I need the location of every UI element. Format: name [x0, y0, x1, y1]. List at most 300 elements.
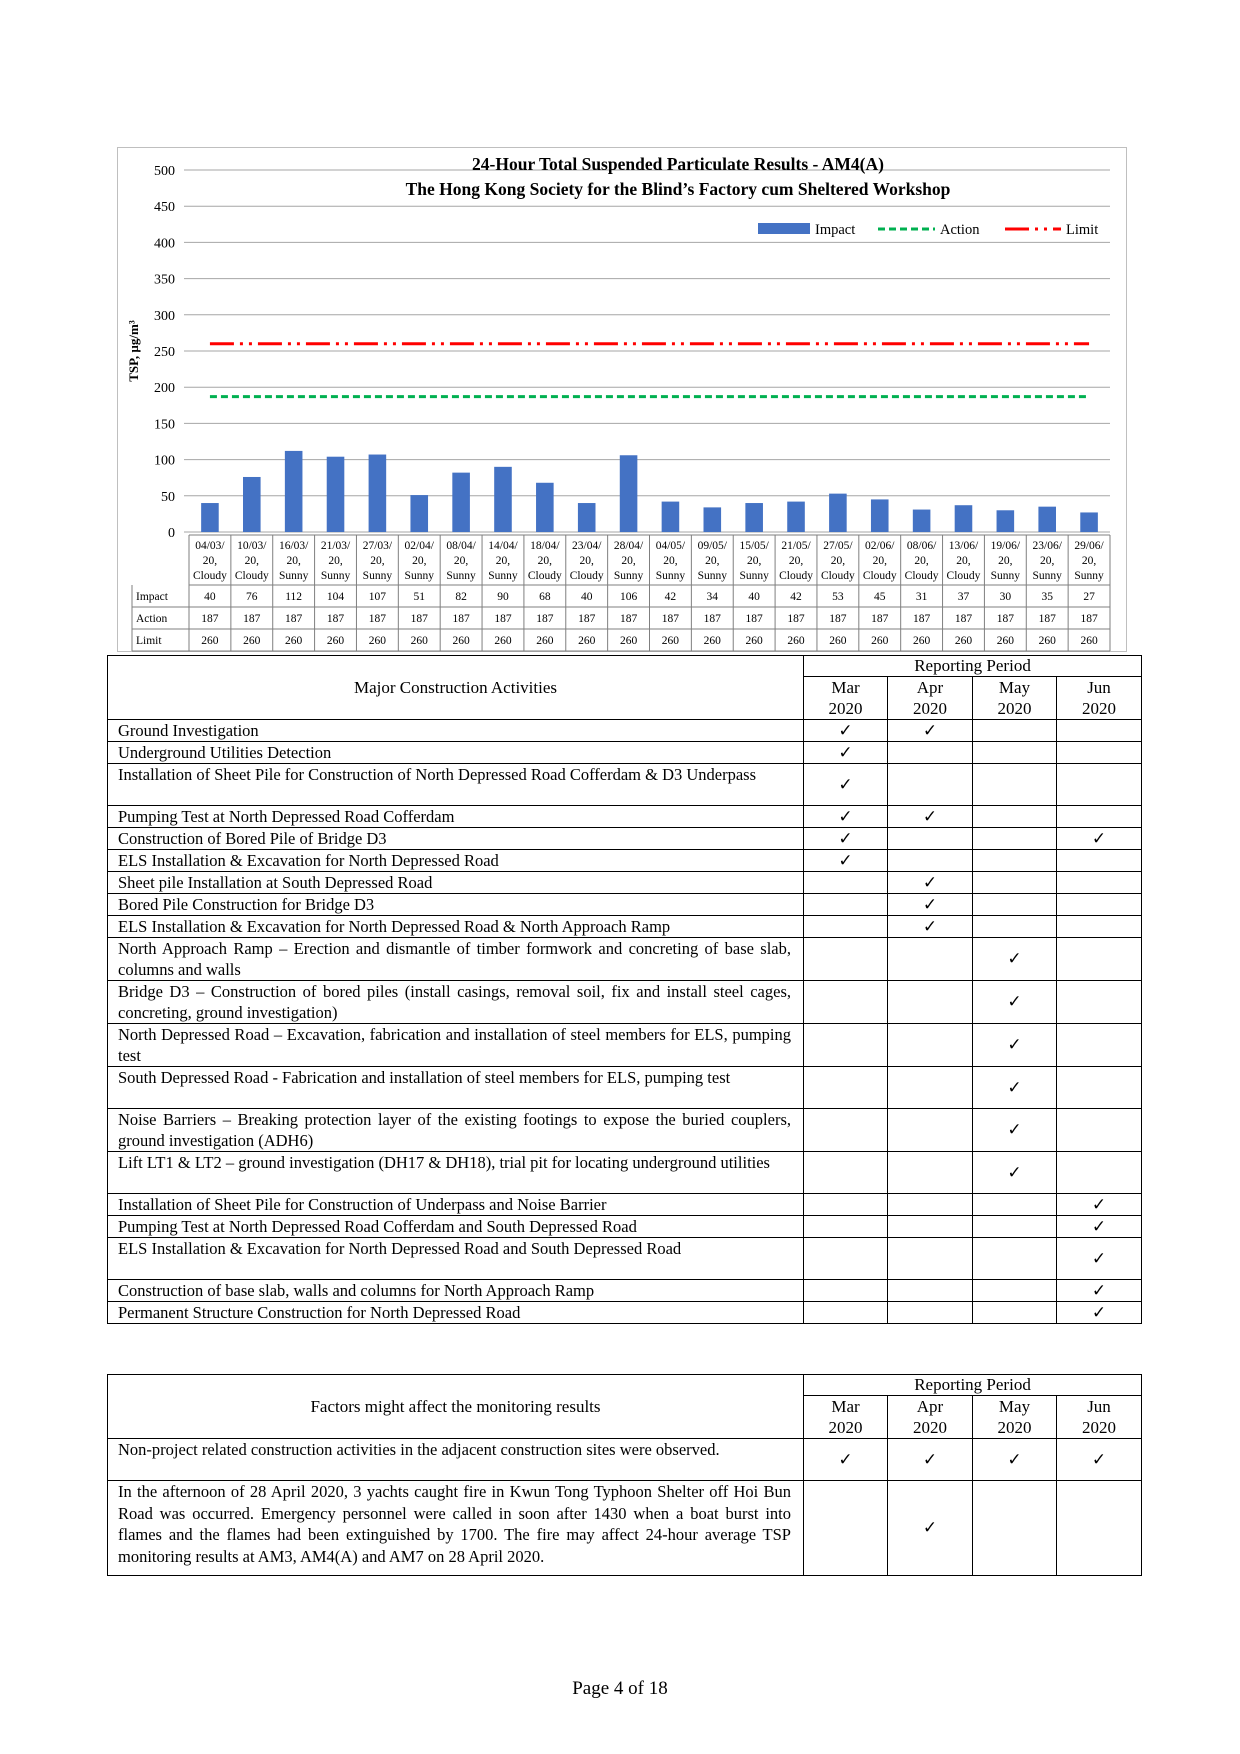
data-label: 260 [578, 635, 596, 647]
data-label: 76 [246, 591, 258, 603]
month-label: Mar [831, 678, 860, 697]
x-tick-label: 20, [579, 555, 594, 567]
impact-bar [997, 510, 1015, 532]
x-tick-label: Cloudy [946, 570, 981, 582]
activity-row-text: Lift LT1 & LT2 – ground investigation (DH17 & DH18), trial pit for locating underground utilities [108, 1152, 804, 1194]
y-tick-label: 250 [154, 345, 175, 360]
reporting-period-header: Reporting Period [804, 656, 1142, 677]
empty-cell [973, 1238, 1057, 1280]
month-label: Jun [1087, 1397, 1111, 1416]
x-tick-label: 20, [412, 555, 427, 567]
x-tick-label: Sunny [362, 570, 393, 582]
x-tick-label: Sunny [320, 570, 351, 582]
x-tick-label: Sunny [990, 570, 1021, 582]
data-label: 30 [999, 591, 1012, 603]
empty-cell [1057, 1152, 1142, 1194]
activity-row-text: ELS Installation & Excavation for North Depressed Road and South Depressed Road [108, 1238, 804, 1280]
y-tick-label: 450 [154, 200, 175, 216]
empty-cell [804, 1152, 888, 1194]
month-label: May [998, 678, 1031, 697]
empty-cell [1057, 764, 1142, 806]
data-label: 37 [957, 591, 970, 603]
activity-row-text: Ground Investigation [108, 720, 804, 742]
x-tick-label: 27/03/ [362, 540, 393, 552]
activity-row [108, 1216, 1142, 1238]
activity-row [108, 1238, 1142, 1280]
empty-cell [804, 1194, 888, 1216]
empty-cell [888, 1216, 973, 1238]
activity-row-text: Bridge D3 – Construction of bored piles (install casings, removal soil, fix and install steel cages, concreting, ground investigation) [108, 981, 804, 1024]
x-tick-label: 20, [453, 555, 469, 567]
empty-cell [804, 916, 888, 938]
month-label: Apr [916, 678, 944, 697]
empty-cell [1057, 916, 1142, 938]
month-header [804, 677, 888, 720]
data-label: 51 [413, 591, 425, 603]
empty-cell [1057, 872, 1142, 894]
month-header [1057, 1396, 1142, 1439]
check-mark-icon: ✓ [804, 1439, 888, 1481]
legend-impact-label: Impact [815, 222, 856, 238]
impact-bar [201, 503, 219, 532]
x-tick-label: Cloudy [234, 570, 269, 582]
data-label: 187 [243, 613, 261, 625]
month-header [973, 1396, 1057, 1439]
data-label: 187 [1080, 613, 1098, 625]
activity-row-text: Bored Pile Construction for Bridge D3 [108, 894, 804, 916]
month-header [973, 677, 1057, 720]
activity-row [108, 764, 1142, 806]
empty-cell [888, 1067, 973, 1109]
check-mark-icon: ✓ [888, 720, 973, 742]
impact-bar [1038, 507, 1056, 532]
activity-row-text: Underground Utilities Detection [108, 742, 804, 764]
data-label: 187 [619, 613, 638, 625]
x-tick-label: 20, [370, 555, 385, 567]
activity-row [108, 981, 1142, 1024]
check-mark-icon: ✓ [1057, 1194, 1142, 1216]
data-label: 260 [536, 635, 554, 647]
page-number: Page 4 of 18 [572, 1678, 668, 1699]
impact-bar [410, 495, 428, 532]
chart-title: 24-Hour Total Suspended Particulate Results - AM4(A) [472, 154, 884, 174]
data-label: 40 [580, 591, 593, 603]
data-label: 42 [664, 591, 677, 603]
impact-bar [536, 483, 554, 532]
impact-bar [704, 507, 722, 532]
data-label: 260 [661, 635, 680, 647]
impact-bar [787, 502, 805, 532]
month-label: Jun [1087, 678, 1111, 697]
x-tick-label: 04/05/ [655, 540, 686, 552]
empty-cell [888, 742, 973, 764]
empty-cell [1057, 1481, 1142, 1576]
activity-row-text: Installation of Sheet Pile for Construction of North Depressed Road Cofferdam & D3 Underpass [108, 764, 804, 806]
check-mark-icon: ✓ [1057, 828, 1142, 850]
empty-cell [888, 981, 973, 1024]
y-tick-label: 400 [154, 236, 175, 252]
activity-row [108, 850, 1142, 872]
x-tick-label: Sunny [404, 570, 434, 582]
construction-activities-table [107, 655, 1142, 1324]
x-tick-label: 10/03/ [237, 540, 267, 552]
impact-bar [327, 457, 345, 532]
activity-row-text: North Approach Ramp – Erection and dismantle of timber formwork and concreting of base slab, columns and walls [108, 938, 804, 981]
data-label: 187 [201, 613, 219, 625]
x-tick-label: Sunny [655, 570, 686, 582]
x-tick-label: 20, [244, 555, 259, 567]
check-mark-icon: ✓ [888, 1439, 973, 1481]
empty-cell [1057, 720, 1142, 742]
month-header [804, 1396, 888, 1439]
empty-cell [804, 1481, 888, 1576]
empty-cell [888, 938, 973, 981]
x-tick-label: 20, [998, 555, 1013, 567]
x-tick-label: 28/04/ [613, 540, 644, 552]
empty-cell [1057, 938, 1142, 981]
x-tick-label: 20, [705, 555, 720, 567]
data-label: 35 [1041, 591, 1053, 603]
data-label: 187 [1038, 613, 1056, 625]
data-label: 107 [368, 591, 387, 603]
table-header-title: Factors might affect the monitoring results [108, 1375, 804, 1439]
x-tick-label: Cloudy [820, 570, 855, 582]
table-row-label-limit: Limit [136, 635, 162, 647]
check-mark-icon: ✓ [888, 894, 973, 916]
year-label: 2020 [828, 699, 863, 718]
empty-cell [888, 1194, 973, 1216]
activity-row [108, 894, 1142, 916]
x-tick-label: Sunny [1032, 570, 1062, 582]
x-tick-label: 20, [788, 555, 804, 567]
activity-row [108, 806, 1142, 828]
data-label: 104 [326, 591, 345, 603]
data-label: 187 [996, 613, 1014, 625]
data-label: 260 [996, 635, 1014, 647]
factor-row-text: Non-project related construction activities in the adjacent construction sites were observed. [108, 1439, 804, 1481]
data-label: 40 [748, 591, 760, 603]
empty-cell [804, 1280, 888, 1302]
activity-row [108, 1152, 1142, 1194]
empty-cell [973, 1216, 1057, 1238]
legend-impact-swatch [758, 223, 810, 234]
data-label: 260 [326, 635, 345, 647]
activity-row-text: Noise Barriers – Breaking protection layer of the existing footings to expose the buried couplers, ground investigation (ADH6) [108, 1109, 804, 1152]
month-header [888, 677, 973, 720]
x-tick-label: 09/05/ [697, 540, 727, 552]
empty-cell [888, 1109, 973, 1152]
year-label: 2020 [913, 1418, 947, 1437]
empty-cell [1057, 806, 1142, 828]
data-label: 187 [494, 613, 512, 625]
x-tick-label: Cloudy [904, 570, 939, 582]
empty-cell [1057, 1067, 1142, 1109]
data-label: 260 [787, 635, 805, 647]
data-label: 260 [494, 635, 512, 647]
impact-bar [1080, 512, 1098, 532]
tsp-chart [117, 147, 1127, 652]
x-tick-label: 20, [830, 555, 846, 567]
data-label: 260 [871, 635, 889, 647]
check-mark-icon: ✓ [1057, 1280, 1142, 1302]
data-label: 260 [410, 635, 428, 647]
month-label: May [998, 1397, 1031, 1416]
x-tick-label: Cloudy [192, 570, 227, 582]
empty-cell [888, 1238, 973, 1280]
activity-row-text: Sheet pile Installation at South Depressed Road [108, 872, 804, 894]
check-mark-icon: ✓ [1057, 1238, 1142, 1280]
empty-cell [804, 1024, 888, 1067]
empty-cell [973, 742, 1057, 764]
month-label: Apr [916, 1397, 944, 1416]
check-mark-icon: ✓ [973, 1439, 1057, 1481]
impact-bar [955, 505, 973, 532]
empty-cell [973, 806, 1057, 828]
data-label: 260 [703, 635, 721, 647]
empty-cell [973, 764, 1057, 806]
activity-row [108, 1067, 1142, 1109]
activity-row [108, 1109, 1142, 1152]
check-mark-icon: ✓ [804, 720, 888, 742]
y-tick-label: 50 [161, 489, 175, 505]
empty-cell [973, 1302, 1057, 1324]
year-label: 2020 [1082, 699, 1116, 718]
data-label: 34 [706, 591, 719, 603]
activity-row [108, 1302, 1142, 1324]
check-mark-icon: ✓ [888, 806, 973, 828]
data-label: 187 [745, 613, 763, 625]
check-mark-icon: ✓ [888, 916, 973, 938]
check-mark-icon: ✓ [1057, 1439, 1142, 1481]
y-tick-label: 300 [154, 308, 175, 324]
data-label: 187 [368, 613, 387, 625]
data-label: 45 [874, 591, 886, 603]
month-header [888, 1396, 973, 1439]
data-label: 31 [915, 591, 928, 603]
check-mark-icon: ✓ [973, 1152, 1057, 1194]
activity-row [108, 720, 1142, 742]
data-label: 27 [1083, 591, 1095, 603]
x-tick-label: 04/03/ [195, 540, 225, 552]
y-tick-label: 100 [154, 453, 175, 469]
factor-row [108, 1481, 1142, 1576]
x-tick-label: 20, [746, 555, 762, 567]
check-mark-icon: ✓ [804, 806, 888, 828]
empty-cell [888, 1152, 973, 1194]
empty-cell [973, 916, 1057, 938]
x-tick-label: Sunny [488, 570, 518, 582]
impact-bar [620, 455, 638, 532]
data-label: 260 [912, 635, 931, 647]
empty-cell [1057, 1024, 1142, 1067]
x-tick-label: Cloudy [779, 570, 813, 582]
y-tick-label: 500 [154, 164, 175, 179]
impact-bar [829, 494, 847, 532]
data-label: 187 [871, 613, 889, 625]
legend-action-label: Action [940, 222, 980, 238]
impact-bar [745, 503, 763, 532]
empty-cell [804, 938, 888, 981]
empty-cell [888, 1024, 973, 1067]
empty-cell [804, 1238, 888, 1280]
x-tick-label: 20, [328, 555, 343, 567]
data-label: 187 [326, 613, 345, 625]
check-mark-icon: ✓ [888, 1481, 973, 1576]
y-tick-label: 350 [154, 272, 175, 288]
check-mark-icon: ✓ [804, 850, 888, 872]
x-tick-label: 08/06/ [906, 540, 937, 552]
impact-bar [578, 503, 596, 532]
empty-cell [973, 720, 1057, 742]
data-label: 260 [452, 635, 470, 647]
x-tick-label: Cloudy [527, 570, 562, 582]
x-tick-label: 08/04/ [446, 540, 476, 552]
empty-cell [888, 850, 973, 872]
empty-cell [973, 828, 1057, 850]
activity-row-text: Pumping Test at North Depressed Road Cofferdam [108, 806, 804, 828]
data-label: 42 [790, 591, 802, 603]
data-label: 106 [619, 591, 638, 603]
empty-cell [804, 1109, 888, 1152]
data-label: 187 [703, 613, 721, 625]
data-label: 260 [201, 635, 219, 647]
data-label: 187 [954, 613, 973, 625]
empty-cell [804, 872, 888, 894]
data-label: 260 [829, 635, 847, 647]
empty-cell [888, 764, 973, 806]
data-label: 260 [243, 635, 261, 647]
activity-row [108, 1194, 1142, 1216]
table-row-label-impact: Impact [136, 591, 168, 603]
empty-cell [973, 850, 1057, 872]
impact-bar [369, 455, 387, 532]
check-mark-icon: ✓ [804, 742, 888, 764]
check-mark-icon: ✓ [973, 1109, 1057, 1152]
check-mark-icon: ✓ [804, 828, 888, 850]
x-tick-label: 19/06/ [990, 540, 1021, 552]
data-label: 187 [661, 613, 680, 625]
x-tick-label: Sunny [697, 570, 727, 582]
activity-row-text: North Depressed Road – Excavation, fabrication and installation of steel members for ELS, pumping test [108, 1024, 804, 1067]
activity-row [108, 742, 1142, 764]
data-label: 260 [619, 635, 638, 647]
chart-subtitle: The Hong Kong Society for the Blind’s Factory cum Sheltered Workshop [405, 179, 951, 199]
activity-row-text: Pumping Test at North Depressed Road Cofferdam and South Depressed Road [108, 1216, 804, 1238]
impact-bar [871, 499, 889, 532]
activity-row-text: South Depressed Road - Fabrication and installation of steel members for ELS, pumping test [108, 1067, 804, 1109]
activity-row-text: ELS Installation & Excavation for North Depressed Road & North Approach Ramp [108, 916, 804, 938]
data-label: 260 [954, 635, 973, 647]
factor-row [108, 1439, 1142, 1481]
empty-cell [888, 828, 973, 850]
x-tick-label: 20, [1081, 555, 1097, 567]
empty-cell [1057, 894, 1142, 916]
x-tick-label: 21/03/ [320, 540, 351, 552]
factor-row-text: In the afternoon of 28 April 2020, 3 yachts caught fire in Kwun Tong Typhoon Shelter off Hoi Bun Road was occurred. Emergency personnel were called in soon after 1430 when a boat burst into flames and the flames had been extinguished by 1700. The fire may affect 24-hour average TSP monitoring results at AM3, AM4(A) and AM7 on 28 April 2020. [108, 1481, 804, 1576]
activity-row [108, 938, 1142, 981]
data-label: 187 [912, 613, 931, 625]
x-tick-label: 02/06/ [865, 540, 895, 552]
year-label: 2020 [997, 699, 1032, 718]
x-tick-label: 13/06/ [948, 540, 979, 552]
y-axis-label: TSP, µg/m³ [126, 320, 141, 382]
x-tick-label: Sunny [1074, 570, 1104, 582]
x-tick-label: Sunny [278, 570, 309, 582]
data-label: 260 [285, 635, 303, 647]
check-mark-icon: ✓ [888, 872, 973, 894]
activity-row-text: Construction of Bored Pile of Bridge D3 [108, 828, 804, 850]
empty-cell [1057, 742, 1142, 764]
x-tick-label: 20, [1040, 555, 1055, 567]
x-tick-label: 20, [202, 555, 218, 567]
data-label: 40 [204, 591, 216, 603]
x-tick-label: 20, [663, 555, 678, 567]
x-tick-label: 20, [872, 555, 887, 567]
activity-row [108, 916, 1142, 938]
month-label: Mar [831, 1397, 860, 1416]
x-tick-label: 27/05/ [823, 540, 853, 552]
x-tick-label: Cloudy [862, 570, 897, 582]
year-label: 2020 [1082, 1418, 1116, 1437]
empty-cell [973, 894, 1057, 916]
x-tick-label: Sunny [446, 570, 476, 582]
legend-limit-label: Limit [1066, 222, 1099, 238]
empty-cell [973, 872, 1057, 894]
data-label: 187 [285, 613, 303, 625]
data-label: 82 [455, 591, 467, 603]
x-tick-label: Cloudy [569, 570, 604, 582]
x-tick-label: 20, [956, 555, 971, 567]
year-label: 2020 [997, 1418, 1032, 1437]
check-mark-icon: ✓ [804, 764, 888, 806]
activity-row-text: Construction of base slab, walls and columns for North Approach Ramp [108, 1280, 804, 1302]
empty-cell [1057, 981, 1142, 1024]
empty-cell [804, 1216, 888, 1238]
x-tick-label: Sunny [739, 570, 769, 582]
data-label: 53 [832, 591, 844, 603]
x-tick-label: Sunny [613, 570, 644, 582]
x-tick-label: 23/04/ [572, 540, 602, 552]
activity-row [108, 872, 1142, 894]
impact-bar [913, 510, 931, 532]
month-header [1057, 677, 1142, 720]
empty-cell [804, 1067, 888, 1109]
y-tick-label: 0 [168, 526, 175, 541]
check-mark-icon: ✓ [1057, 1216, 1142, 1238]
check-mark-icon: ✓ [973, 981, 1057, 1024]
activity-row [108, 1280, 1142, 1302]
empty-cell [804, 894, 888, 916]
monitoring-factors-table [107, 1374, 1142, 1576]
data-label: 187 [452, 613, 470, 625]
empty-cell [888, 1280, 973, 1302]
data-label: 68 [539, 591, 551, 603]
y-tick-label: 200 [154, 381, 175, 397]
x-tick-label: 15/05/ [739, 540, 769, 552]
chart-canvas [118, 148, 1128, 653]
impact-bar [285, 451, 303, 532]
data-label: 260 [1080, 635, 1098, 647]
x-tick-label: 20, [914, 555, 929, 567]
x-tick-label: 02/04/ [404, 540, 434, 552]
data-label: 187 [578, 613, 596, 625]
check-mark-icon: ✓ [973, 938, 1057, 981]
empty-cell [1057, 850, 1142, 872]
x-tick-label: 29/06/ [1074, 540, 1104, 552]
activity-row-text: Permanent Structure Construction for North Depressed Road [108, 1302, 804, 1324]
check-mark-icon: ✓ [1057, 1302, 1142, 1324]
year-label: 2020 [913, 699, 947, 718]
